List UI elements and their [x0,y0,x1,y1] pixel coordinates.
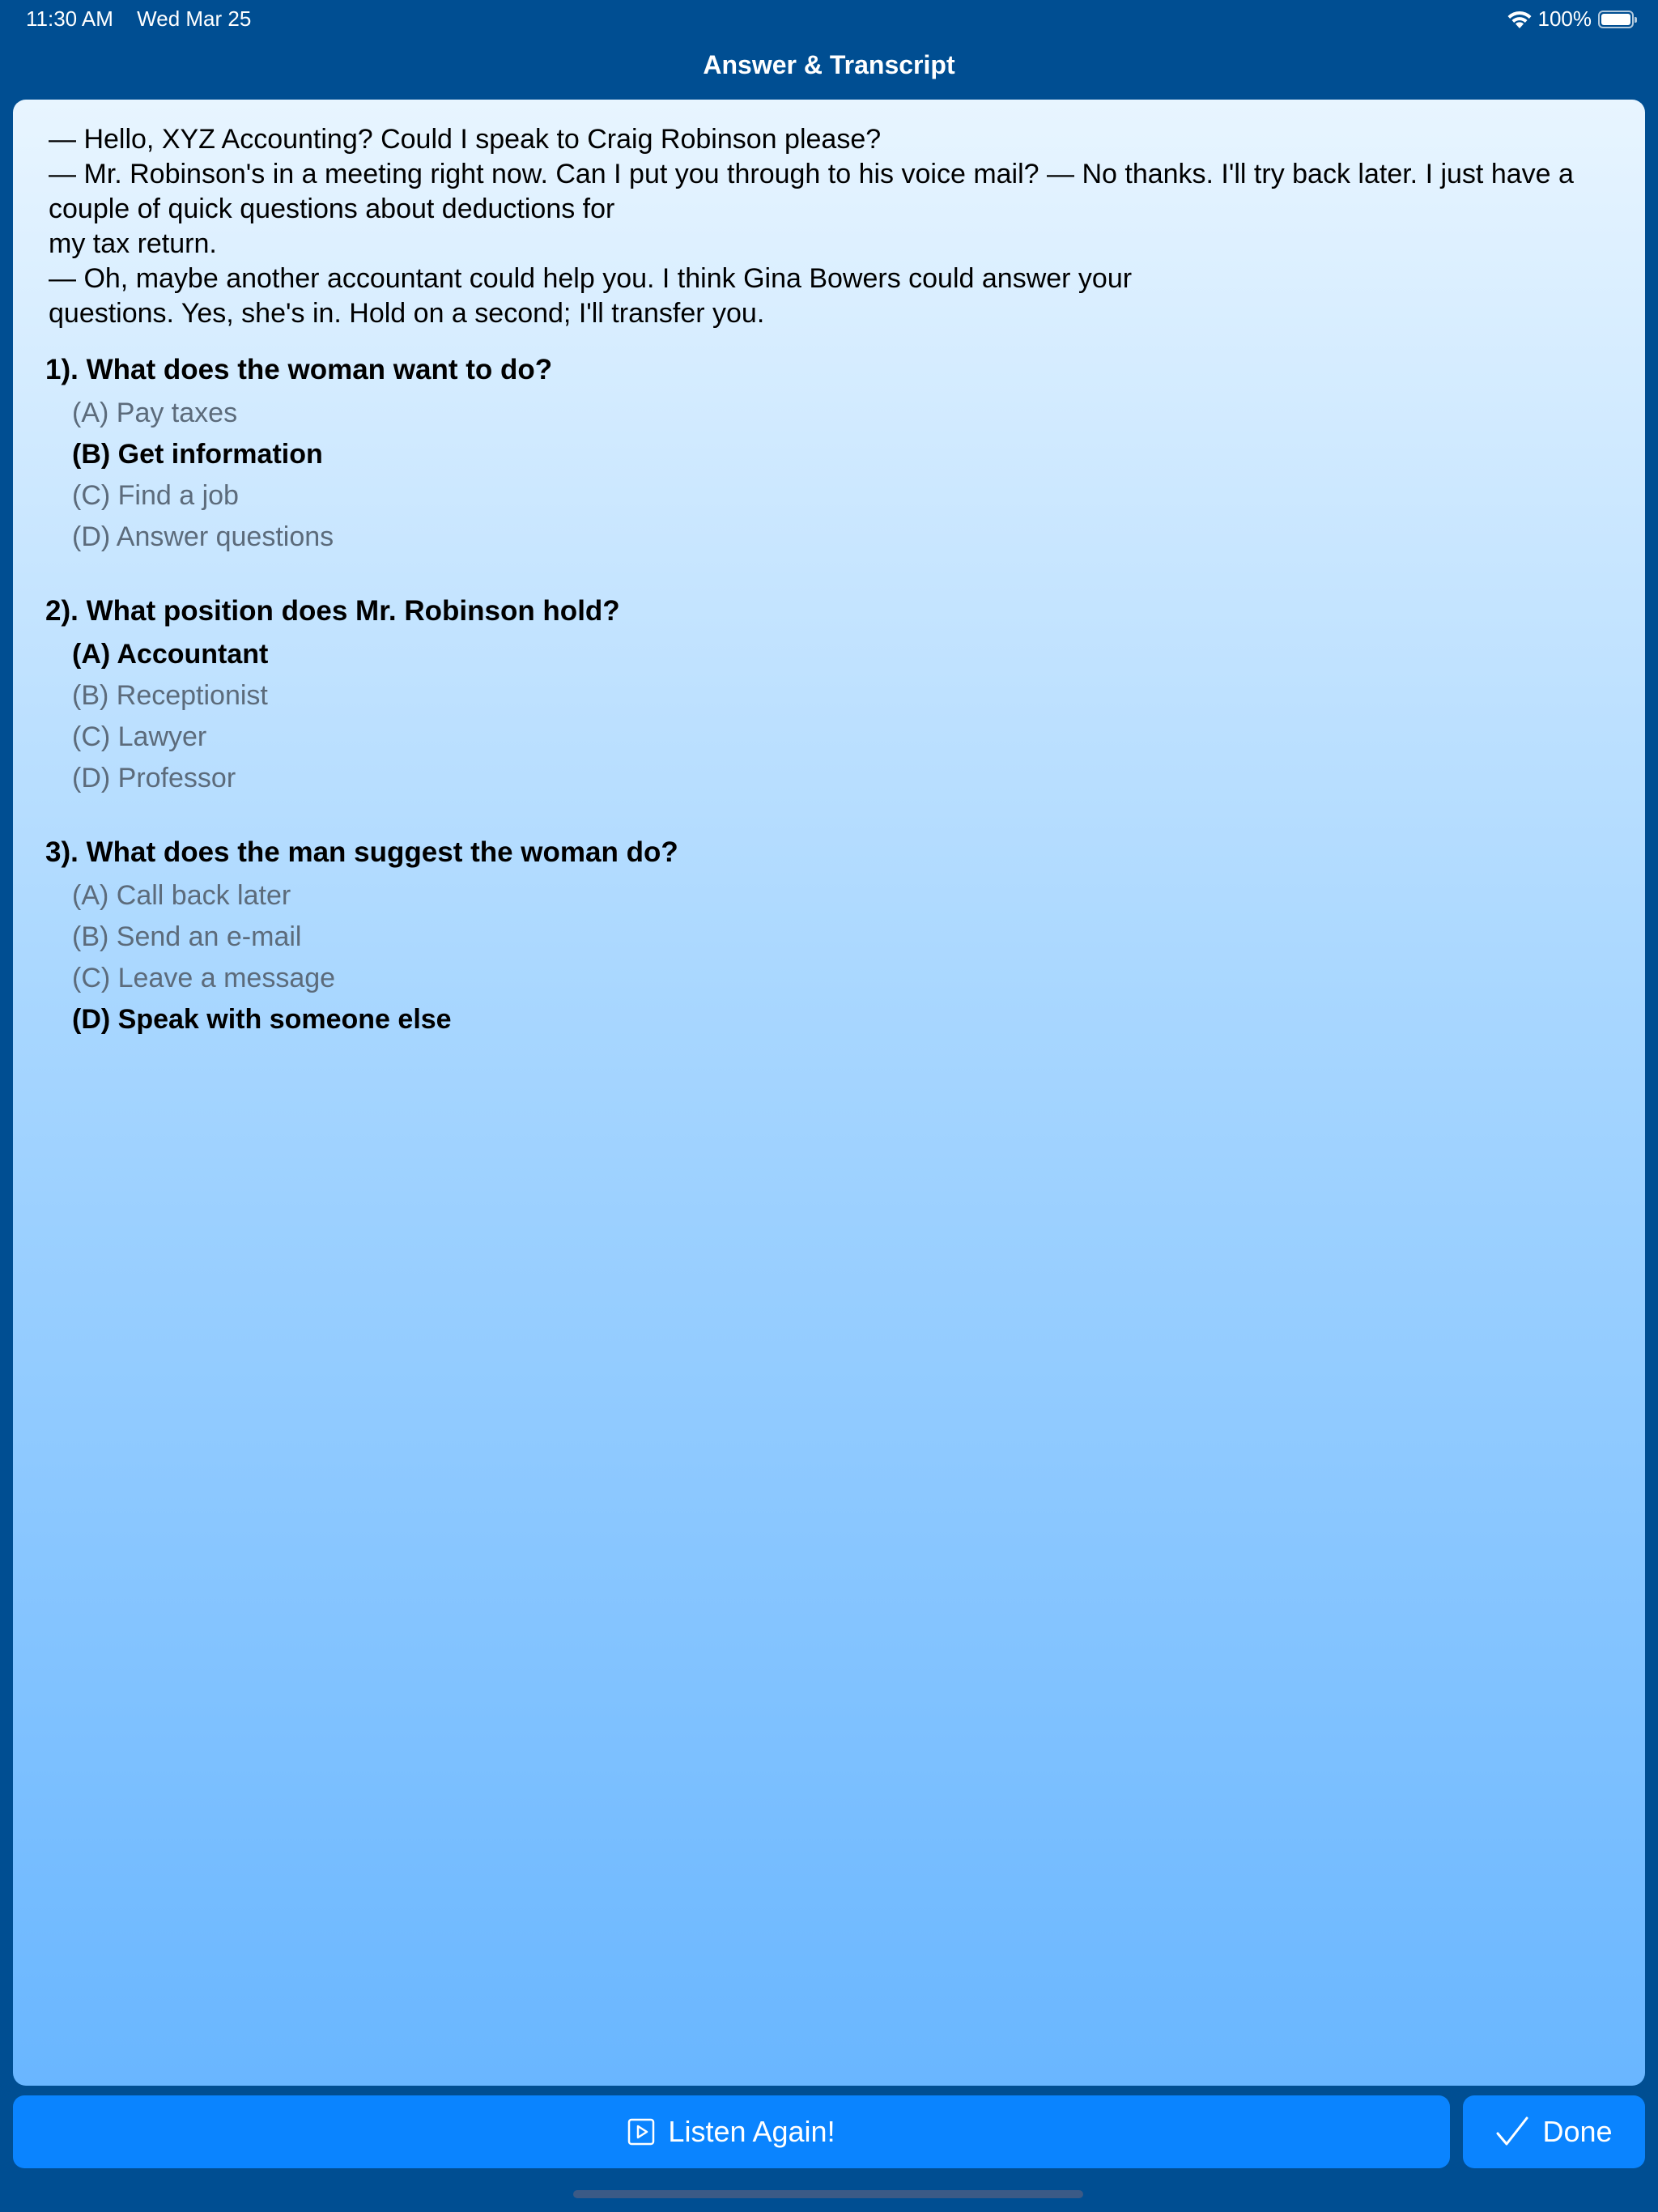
question-title: 1). What does the woman want to do? [45,354,553,385]
option-d: (D) Answer questions [72,521,334,552]
question-title: 2). What position does Mr. Robinson hold? [45,595,620,627]
content-panel[interactable] [13,100,1645,2086]
option-d-correct: (D) Speak with someone else [72,1004,452,1035]
option-a-correct: (A) Accountant [72,639,269,670]
listen-again-label: Listen Again! [668,2115,835,2148]
checkmark-icon [1495,2116,1529,2148]
question-3 [34,835,1624,1040]
done-button[interactable] [1463,2095,1645,2168]
status-time: 11:30 AM [26,6,113,31]
option-d: (D) Professor [72,763,236,793]
play-square-icon [627,2118,655,2146]
wifi-icon [1506,9,1533,30]
battery-icon [1598,11,1634,28]
transcript-line: — Hello, XYZ Accounting? Could I speak to Craig Robinson please? [49,124,882,155]
option-a: (A) Call back later [72,880,291,911]
question-1 [34,352,1624,558]
option-c: (C) Find a job [72,480,239,511]
transcript-line: — Oh, maybe another accountant could help you. I think Gina Bowers could answer your [49,263,1133,294]
done-label: Done [1542,2115,1613,2148]
question-2 [34,593,1624,799]
option-b: (B) Send an e-mail [72,921,302,952]
status-indicators [1506,6,1635,32]
transcript [49,122,1624,331]
option-b: (B) Receptionist [72,680,268,711]
bottom-toolbar [13,2095,1645,2168]
status-date: Wed Mar 25 [137,6,252,31]
status-bar [0,0,1658,39]
listen-again-button[interactable] [13,2095,1450,2168]
question-title: 3). What does the man suggest the woman do? [45,836,678,868]
transcript-line: — Mr. Robinson's in a meeting right now. Can I put you through to his voice mail? — No thanks. I'll try back later. I just have a couple of quick questions about deductions for [49,159,1582,224]
home-indicator[interactable] [573,2190,1083,2198]
option-b-correct: (B) Get information [72,439,323,470]
option-a: (A) Pay taxes [72,398,238,428]
transcript-line: my tax return. [49,228,217,259]
option-c: (C) Leave a message [72,963,336,993]
option-c: (C) Lawyer [72,721,207,752]
transcript-line: questions. Yes, she's in. Hold on a second; I'll transfer you. [49,298,765,329]
status-time-date [26,6,251,32]
battery-percent: 100% [1537,6,1592,31]
page-title: Answer & Transcript [703,50,955,79]
